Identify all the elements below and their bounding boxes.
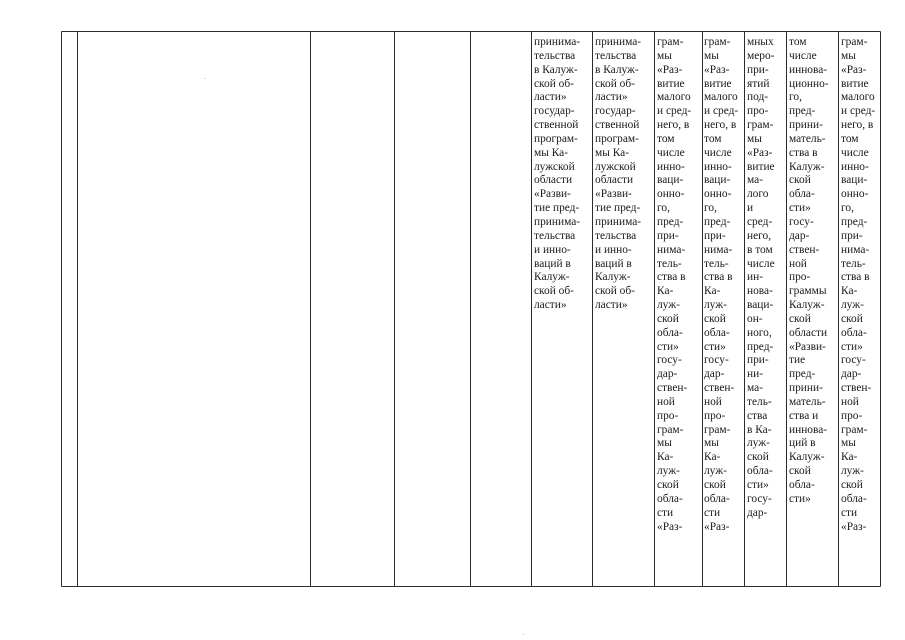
cell-col-9: грам- мы «Раз- витие малого и сред- него, в том числе инно- ваци- онно- го, пред- при- нима- тель- ства в Ка- луж- ской обла- сти» госу- дар- ствен- ной про- грам- мы Ка- луж- ской обла- сти «Раз-: [704, 36, 739, 533]
cell-col-7: принима- тельства в Калуж- ской об- ласти» государ- ственной програм- мы Ка- лужской области «Разви- тие пред- принима- тельства и инно- ваций в Калуж- ской об- ласти»: [595, 36, 642, 312]
scan-specks: [204, 78, 524, 635]
scan-speck: [204, 78, 205, 79]
scan-speck: [523, 634, 524, 635]
cell-col-12: грам- мы «Раз- витие малого и сред- него, в том числе инно- ваци- онно- го, пред- при- нима- тель- ства в Ка- луж- ской обла- сти» госу- дар- ствен- ной про- грам- мы Ка- луж- ской обла- сти «Раз-: [841, 36, 876, 533]
cell-col-8: грам- мы «Раз- витие малого и сред- него, в том числе инно- ваци- онно- го, пред- при- нима- тель- ства в Ка- луж- ской обла- сти» госу- дар- ствен- ной про- грам- мы Ка- луж- ской обла- сти «Раз-: [657, 36, 692, 533]
cell-col-11: том числе иннова- ционно- го, пред- прини- матель- ства в Калуж- ской обла- сти» госу- дар- ствен- ной про- граммы Калуж- ской области «Разви- тие пред- прини- матель- ства и иннова- ций в Калуж- ской обла- сти»: [789, 36, 829, 505]
cell-col-10: мных меро- при- ятий под- про- грам- мы «Раз- витие ма- лого и сред- него, в том числе ин- нова- ваци- он- ного, пред- при- ни- ма- тель- ства в Ка- луж- ской обла- сти» госу- дар-: [747, 36, 775, 519]
cell-col-6: принима- тельства в Калуж- ской об- ласти» государ- ственной програм- мы Ка- лужской области «Разви- тие пред- принима- тельства и инно- ваций в Калуж- ской об- ласти»: [534, 36, 581, 312]
